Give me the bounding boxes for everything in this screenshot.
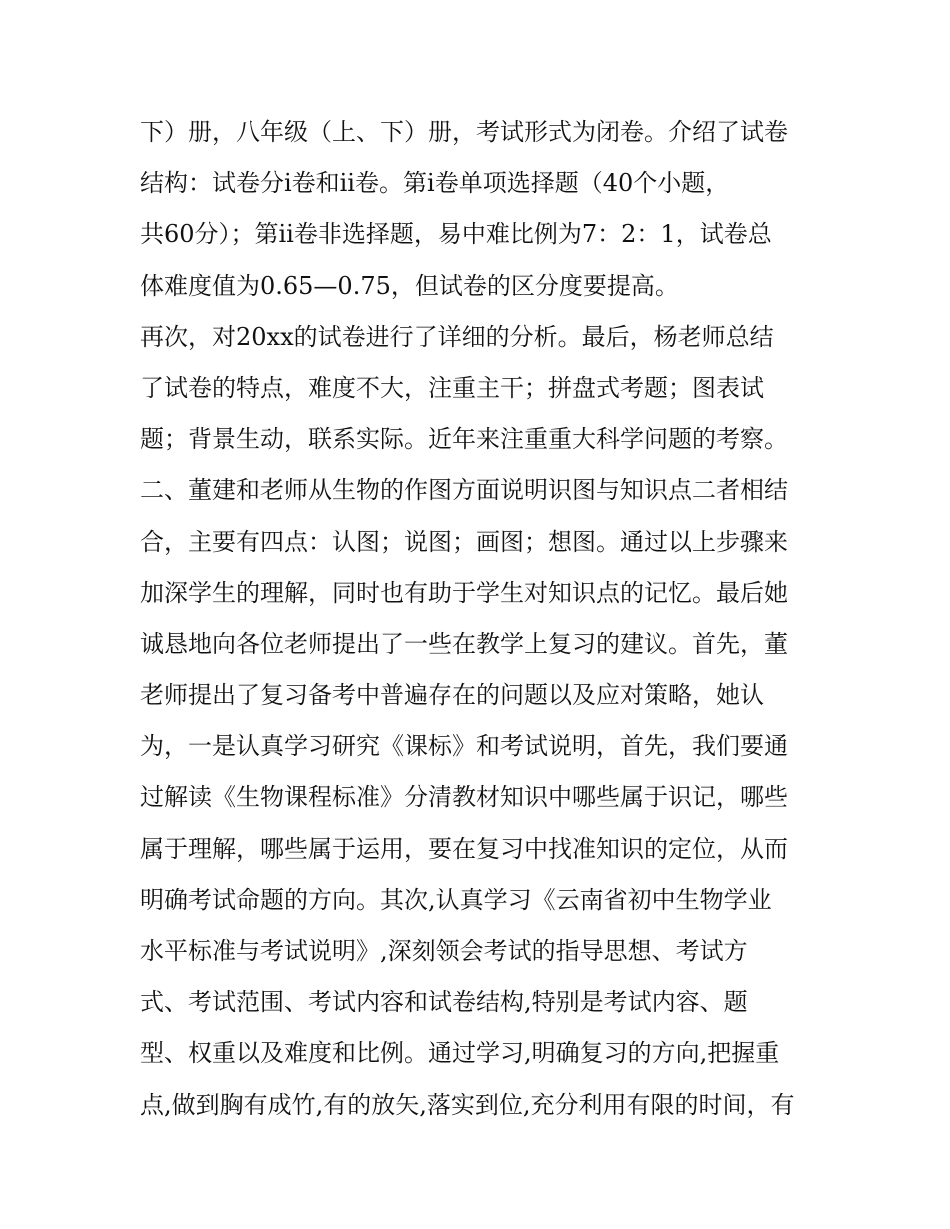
- body-text: [140, 107, 830, 1131]
- text-line: 明确考试命题的方向。其次,认真学习《云南省初中生物学业: [140, 885, 772, 914]
- text-line: 下）册，八年级（上、下）册，考试形式为闭卷。介绍了试卷: [140, 118, 788, 146]
- text-line: 过解读《生物课程标准》分清教材知识中哪些属于识记，哪些: [140, 783, 788, 812]
- text-line: 加深学生的理解，同时也有助于学生对知识点的记忆。最后她: [140, 578, 788, 607]
- text-line: 题；背景生动，联系实际。近年来注重重大科学问题的考察。: [140, 425, 788, 454]
- text-line: 为，一是认真学习研究《课标》和考试说明，首先，我们要通: [140, 732, 788, 761]
- text-line: 属于理解，哪些属于运用，要在复习中找准知识的定位，从而: [140, 834, 788, 863]
- text-line: 点,做到胸有成竹,有的放矢,落实到位,充分利用有限的时间，有: [140, 1090, 795, 1119]
- text-line: 二、董建和老师从生物的作图方面说明识图与知识点二者相结: [140, 476, 788, 505]
- text-line: 型、权重以及难度和比例。通过学习,明确复习的方向,把握重: [140, 1039, 780, 1068]
- text-line: 了试卷的特点，难度不大，注重主干；拼盘式考题；图表试: [140, 373, 764, 402]
- text-line: 诚恳地向各位老师提出了一些在教学上复习的建议。首先，董: [140, 629, 788, 658]
- text-line: 式、考试范围、考试内容和试卷结构,特别是考试内容、题: [140, 988, 748, 1017]
- text-line: 体难度值为0.65—0.75，但试卷的区分度要提高。: [140, 271, 679, 300]
- text-line: 老师提出了复习备考中普遍存在的问题以及应对策略，她认: [140, 681, 764, 710]
- text-line: 结构：试卷分ⅰ卷和ⅱ卷。第ⅰ卷单项选择题（40个小题，: [140, 169, 730, 198]
- text-line: 水平标准与考试说明》,深刻领会考试的指导思想、考试方: [140, 937, 748, 965]
- text-line: 共60分）；第ⅱ卷非选择题，易中难比例为7：2：1，试卷总: [140, 220, 772, 249]
- text-line: 合，主要有四点：认图；说图；画图；想图。通过以上步骤来: [140, 527, 788, 556]
- text-line: 再次，对20xx的试卷进行了详细的分析。最后，杨老师总结: [140, 322, 774, 351]
